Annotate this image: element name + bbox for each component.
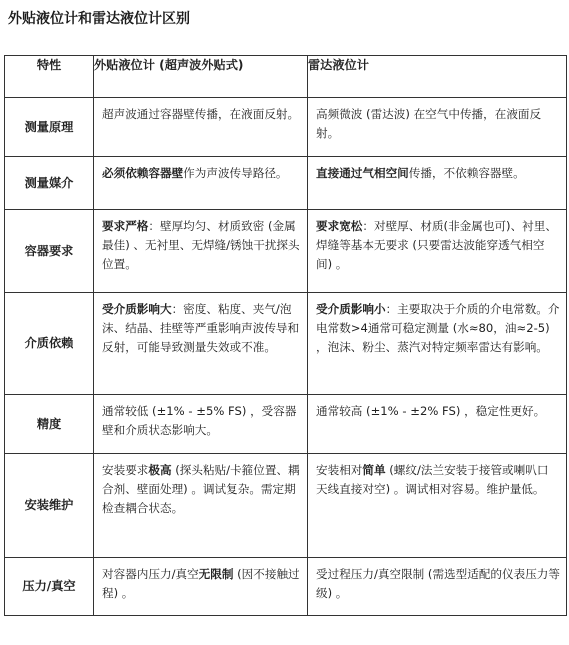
cell-external-post: (因不接触过程) 。 xyxy=(102,567,300,600)
row-feature: 介质依赖 xyxy=(5,293,94,395)
cell-radar-post: ：对壁厚、材质(非金属也可)、衬里、焊缝等基本无要求 (只要雷达波能穿透气相空间) 。 xyxy=(316,219,557,271)
cell-external-post: (探头粘贴/卡箍位置、耦合剂、壁面处理) 。调试复杂。需定期检查耦合状态。 xyxy=(102,463,300,515)
cell-external xyxy=(94,293,308,395)
cell-radar xyxy=(308,98,567,157)
cell-external-bold: 无限制 xyxy=(198,567,234,581)
header-radar: 雷达液位计 xyxy=(308,56,567,98)
cell-radar-post: 受过程压力/真空限制 (需选型适配的仪表压力等级) 。 xyxy=(316,567,560,600)
table-row xyxy=(5,395,567,454)
cell-radar-bold: 要求宽松 xyxy=(316,219,363,233)
cell-external-pre: 对容器内压力/真空 xyxy=(102,567,199,581)
cell-external-bold: 极高 xyxy=(148,463,172,477)
cell-radar xyxy=(308,558,567,616)
cell-radar-post: ：主要取决于介质的介电常数。介电常数>4通常可稳定测量 (水≈80，油≈2-5) ，泡沫、粉尘、蒸汽对特定频率雷达有影响。 xyxy=(316,302,560,354)
cell-radar xyxy=(308,395,567,454)
row-feature: 压力/真空 xyxy=(5,558,94,616)
cell-external xyxy=(94,210,308,293)
table-row xyxy=(5,98,567,157)
table-row xyxy=(5,157,567,210)
cell-external-bold: 必须依赖容器壁 xyxy=(102,166,184,180)
cell-radar-bold: 简单 xyxy=(362,463,386,477)
cell-external-post: 通常较低 (±1% - ±5% FS) ，受容器壁和介质状态影响大。 xyxy=(102,404,297,437)
cell-external xyxy=(94,558,308,616)
cell-radar-post: 通常较高 (±1% - ±2% FS) ，稳定性更好。 xyxy=(316,404,546,418)
cell-radar-bold: 直接通过气相空间 xyxy=(316,166,409,180)
table-row xyxy=(5,210,567,293)
table-row xyxy=(5,558,567,616)
cell-external xyxy=(94,395,308,454)
cell-radar-post: 传播，不依赖容器壁。 xyxy=(408,166,525,180)
comparison-table xyxy=(4,55,567,616)
cell-radar xyxy=(308,293,567,395)
cell-external-post: 超声波通过容器壁传播，在液面反射。 xyxy=(102,107,300,121)
cell-external xyxy=(94,454,308,558)
cell-external-post: ：密度、粘度、夹气/泡沫、结晶、挂壁等严重影响声波传导和反射，可能导致测量失效或不准。 xyxy=(102,302,300,354)
cell-radar-pre: 安装相对 xyxy=(316,463,363,477)
row-feature: 测量媒介 xyxy=(5,157,94,210)
cell-radar-post: (螺纹/法兰安装于接管或喇叭口天线直接对空) 。调试相对容易。维护量低。 xyxy=(316,463,549,496)
cell-external-post: ：壁厚均匀、材质致密 (金属最佳) 、无衬里、无焊缝/锈蚀干扰探头位置。 xyxy=(102,219,300,271)
header-external: 外贴液位计 (超声波外贴式) xyxy=(94,56,308,98)
cell-radar xyxy=(308,157,567,210)
cell-radar xyxy=(308,210,567,293)
cell-radar-post: 高频微波 (雷达波) 在空气中传播，在液面反射。 xyxy=(316,107,542,140)
row-feature: 测量原理 xyxy=(5,98,94,157)
cell-external xyxy=(94,157,308,210)
row-feature: 安装维护 xyxy=(5,454,94,558)
cell-radar xyxy=(308,454,567,558)
cell-external-post: 作为声波传导路径。 xyxy=(183,166,288,180)
header-feature: 特性 xyxy=(5,56,94,98)
table-header-row xyxy=(5,56,567,98)
cell-external-bold: 要求严格 xyxy=(102,219,149,233)
row-feature: 精度 xyxy=(5,395,94,454)
cell-external-bold: 受介质影响大 xyxy=(102,302,172,316)
cell-external xyxy=(94,98,308,157)
page-title: 外贴液位计和雷达液位计区别 xyxy=(8,11,190,27)
table-row xyxy=(5,454,567,558)
cell-external-pre: 安装要求 xyxy=(102,463,149,477)
cell-radar-bold: 受介质影响小 xyxy=(316,302,386,316)
row-feature: 容器要求 xyxy=(5,210,94,293)
table-row xyxy=(5,293,567,395)
